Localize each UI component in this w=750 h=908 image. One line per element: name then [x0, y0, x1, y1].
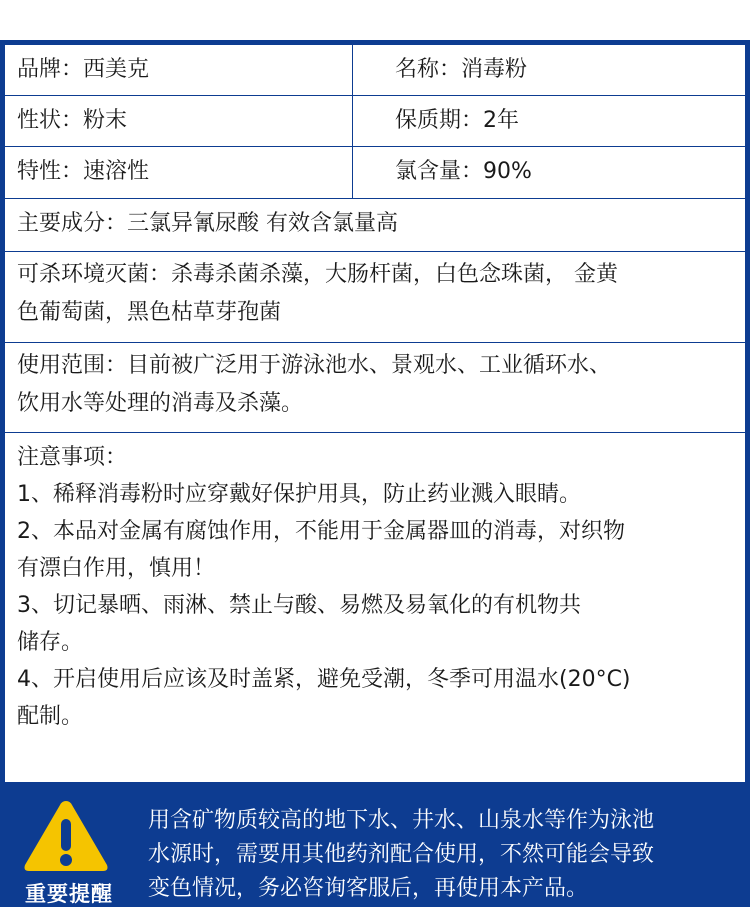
precaution-line: 储存。: [17, 630, 84, 655]
spec-form: 性状：粉末: [5, 96, 353, 146]
precaution-line: 1、稀释消毒粉时应穿戴好保护用具，防止药业溅入眼睛。: [17, 482, 581, 507]
spec-name: 名称：消毒粉: [395, 57, 528, 82]
usage-line-2: 饮用水等处理的消毒及杀藻。: [17, 391, 304, 416]
precaution-line: 2、本品对金属有腐蚀作用，不能用于金属器皿的消毒，对织物: [17, 519, 625, 544]
ingredients-text: 主要成分：三氯异氰尿酸 有效含氯量高: [17, 211, 398, 236]
notice-text: [148, 804, 738, 906]
notice-line-1: 用含矿物质较高的地下水、井水、山泉水等作为泳池: [148, 808, 655, 833]
precaution-line: 4、开启使用后应该及时盖紧，避免受潮，冬季可用温水(20°C): [17, 667, 631, 692]
precaution-line: 3、切记暴晒、雨淋、禁止与酸、易燃及易氧化的有机物共: [17, 593, 581, 618]
notice-line-3: 变色情况，务必咨询客服后，再使用本产品。: [148, 876, 589, 901]
spec-row-form-shelf: [5, 96, 745, 147]
bacteria-line-2: 色葡萄菌，黑色枯草芽孢菌: [17, 300, 282, 325]
precautions-row: [5, 433, 745, 782]
precaution-line: 有漂白作用，慎用！: [17, 556, 216, 581]
spec-table: [5, 45, 745, 782]
bacteria-line-1: 可杀环境灭菌：杀毒杀菌杀藻，大肠杆菌，白色念珠菌， 金黄: [17, 262, 618, 287]
spec-row-feature-chlorine: [5, 147, 745, 199]
usage-row: [5, 343, 745, 433]
precaution-line: 配制。: [17, 704, 84, 729]
precautions-heading: 注意事项：: [17, 445, 128, 470]
spec-row-brand-name: [5, 45, 745, 96]
spec-shelf-life: 保质期：2年: [395, 108, 519, 133]
notice-label: 重要提醒: [25, 882, 113, 906]
product-info-panel: [0, 40, 750, 907]
important-notice: [0, 782, 750, 907]
ingredients-row: [5, 199, 745, 252]
spec-feature: 特性：速溶性: [5, 147, 353, 198]
spec-chlorine: 氯含量：90%: [395, 159, 532, 184]
spec-brand: 品牌：西美克: [5, 45, 353, 95]
notice-line-2: 水源时，需要用其他药剂配合使用，不然可能会导致: [148, 842, 655, 867]
warning-triangle-icon: [22, 797, 110, 875]
usage-line-1: 使用范围：目前被广泛用于游泳池水、景观水、工业循环水、: [17, 353, 612, 378]
bacteria-row: [5, 252, 745, 343]
